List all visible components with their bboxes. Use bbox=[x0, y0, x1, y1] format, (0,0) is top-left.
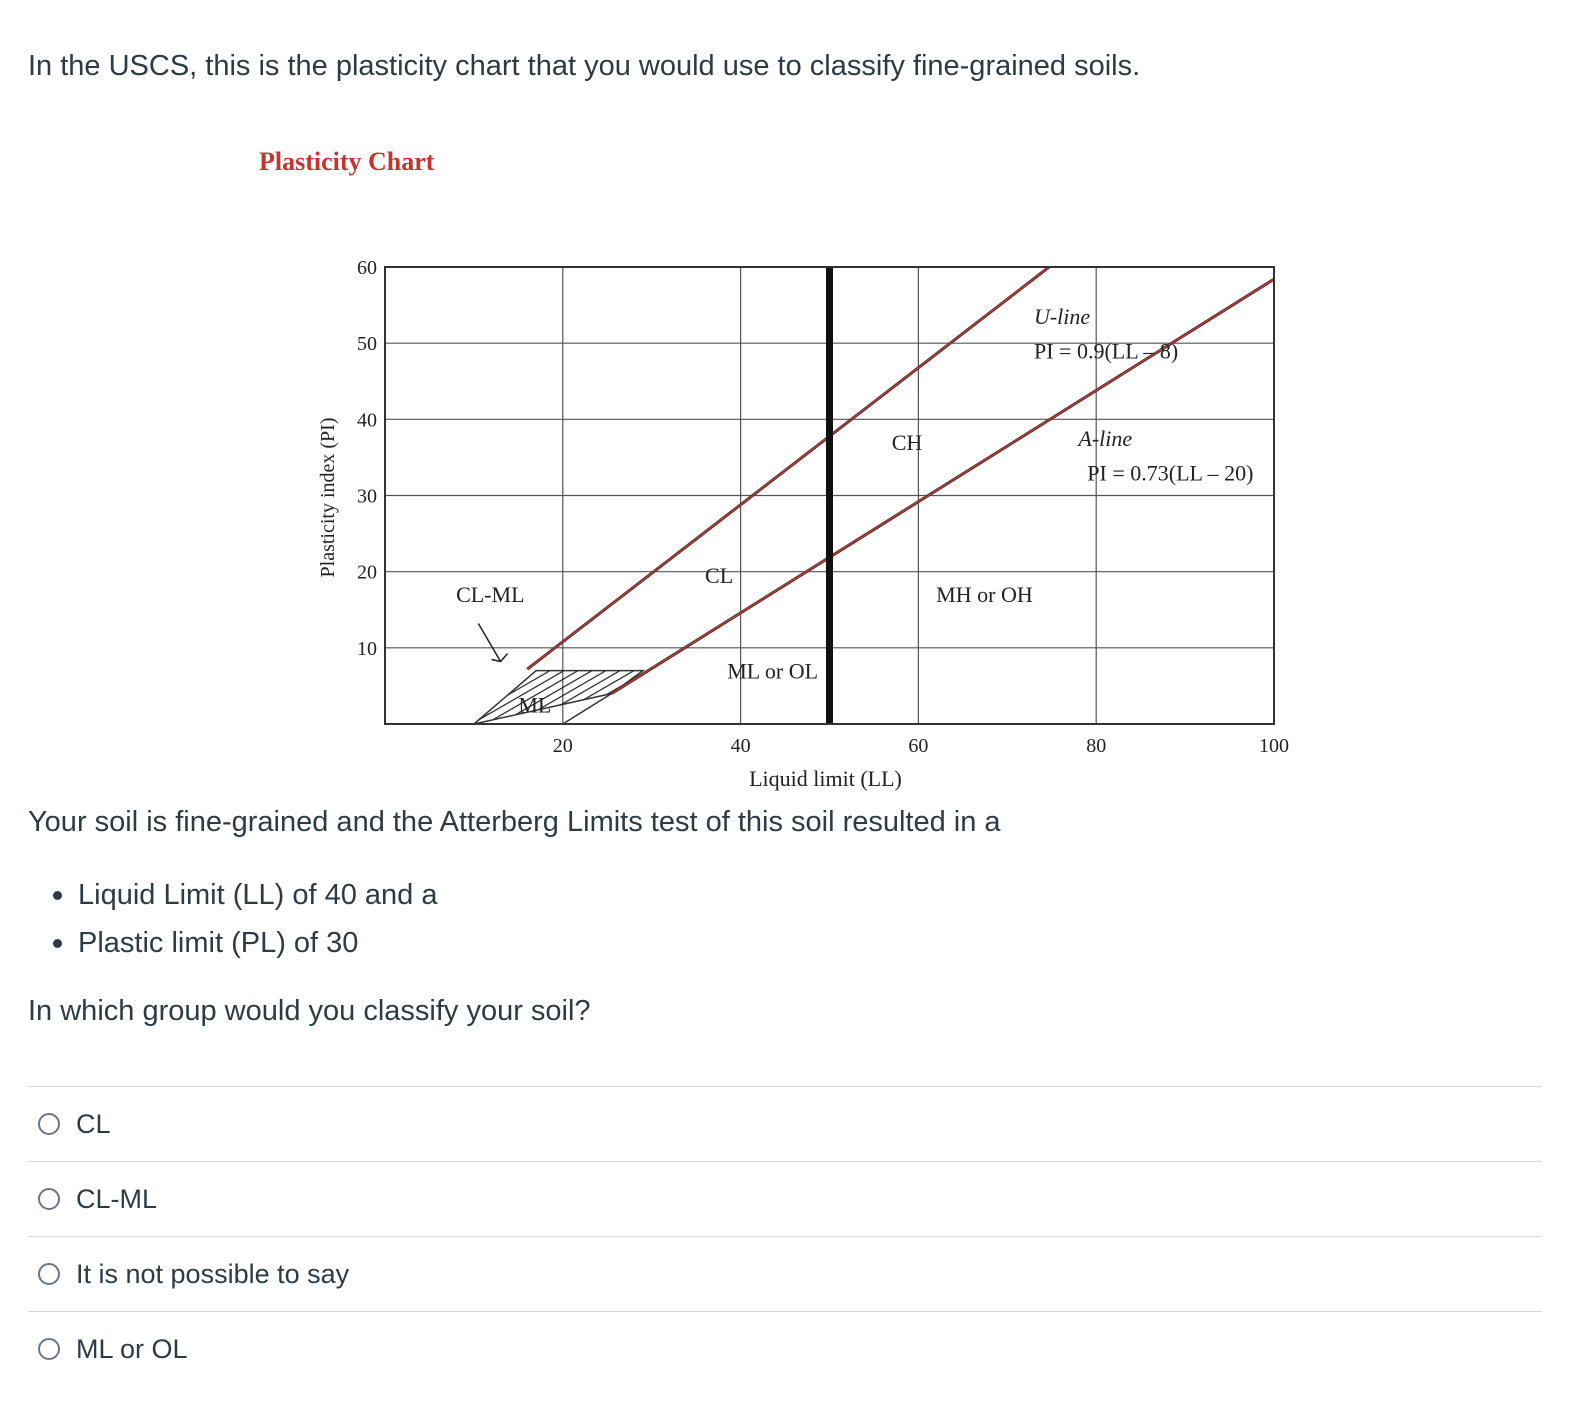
answer-label: It is not possible to say bbox=[76, 1258, 350, 1289]
y-tick-label: 50 bbox=[357, 333, 377, 356]
bullet-icon bbox=[53, 891, 62, 900]
cl-ml-hatched-zone bbox=[474, 671, 643, 724]
region-label: CL bbox=[705, 563, 734, 589]
x-tick-label: 100 bbox=[1259, 735, 1289, 757]
bullet-icon bbox=[53, 939, 62, 948]
x-tick-label: 20 bbox=[552, 735, 573, 757]
liquid-limit-text: Liquid Limit (LL) of 40 and a bbox=[78, 879, 438, 911]
region-label: CL-ML bbox=[456, 582, 525, 608]
x-tick-label: 60 bbox=[908, 735, 929, 757]
plasticity-chart bbox=[290, 230, 1310, 800]
y-tick-label: 60 bbox=[357, 257, 377, 279]
limits-list bbox=[34, 874, 438, 970]
chart-title: Plasticity Chart bbox=[259, 147, 435, 176]
answer-option-not-possible[interactable] bbox=[28, 1236, 1542, 1311]
answer-label: CL bbox=[76, 1108, 111, 1139]
region-label: ML bbox=[518, 692, 552, 718]
region-label: ML or OL bbox=[727, 658, 819, 684]
x-axis-label: Liquid limit (LL) bbox=[749, 766, 902, 791]
answer-options bbox=[28, 1086, 1542, 1386]
radio-button-icon[interactable] bbox=[38, 1113, 60, 1135]
answer-option-ml-or-ol[interactable] bbox=[28, 1311, 1542, 1386]
x-tick-label: 40 bbox=[730, 735, 751, 757]
answer-label: ML or OL bbox=[76, 1333, 188, 1364]
y-axis-label: Plasticity index (PI) bbox=[317, 417, 339, 578]
question-text: In which group would you classify your soil? bbox=[28, 995, 591, 1027]
y-tick-label: 10 bbox=[357, 637, 377, 660]
y-tick-label: 20 bbox=[357, 561, 377, 584]
problem-statement: Your soil is fine-grained and the Atterberg Limits test of this soil resulted in a bbox=[28, 806, 1001, 838]
answer-option-cl[interactable] bbox=[28, 1086, 1542, 1161]
region-label: U-line bbox=[1033, 304, 1091, 330]
x-tick-label: 80 bbox=[1086, 735, 1107, 757]
intro-text: In the USCS, this is the plasticity chart that you would use to classify fine-grained soils. bbox=[28, 50, 1141, 82]
y-tick-label: 30 bbox=[357, 485, 377, 508]
radio-button-icon[interactable] bbox=[38, 1338, 60, 1360]
region-label: PI = 0.73(LL – 20) bbox=[1087, 460, 1254, 486]
list-item bbox=[34, 922, 438, 970]
answer-label: CL-ML bbox=[76, 1183, 158, 1214]
y-tick-label: 40 bbox=[357, 409, 377, 432]
list-item bbox=[34, 874, 438, 922]
region-label: PI = 0.9(LL – 8) bbox=[1033, 338, 1179, 364]
plastic-limit-text: Plastic limit (PL) of 30 bbox=[78, 927, 359, 959]
answer-option-cl-ml[interactable] bbox=[28, 1161, 1542, 1236]
radio-button-icon[interactable] bbox=[38, 1188, 60, 1210]
cl-ml-arrow bbox=[478, 623, 500, 661]
radio-button-icon[interactable] bbox=[38, 1263, 60, 1285]
region-label: MH or OH bbox=[936, 582, 1033, 608]
region-label: A-line bbox=[1078, 425, 1133, 451]
region-label: CH bbox=[891, 429, 923, 455]
